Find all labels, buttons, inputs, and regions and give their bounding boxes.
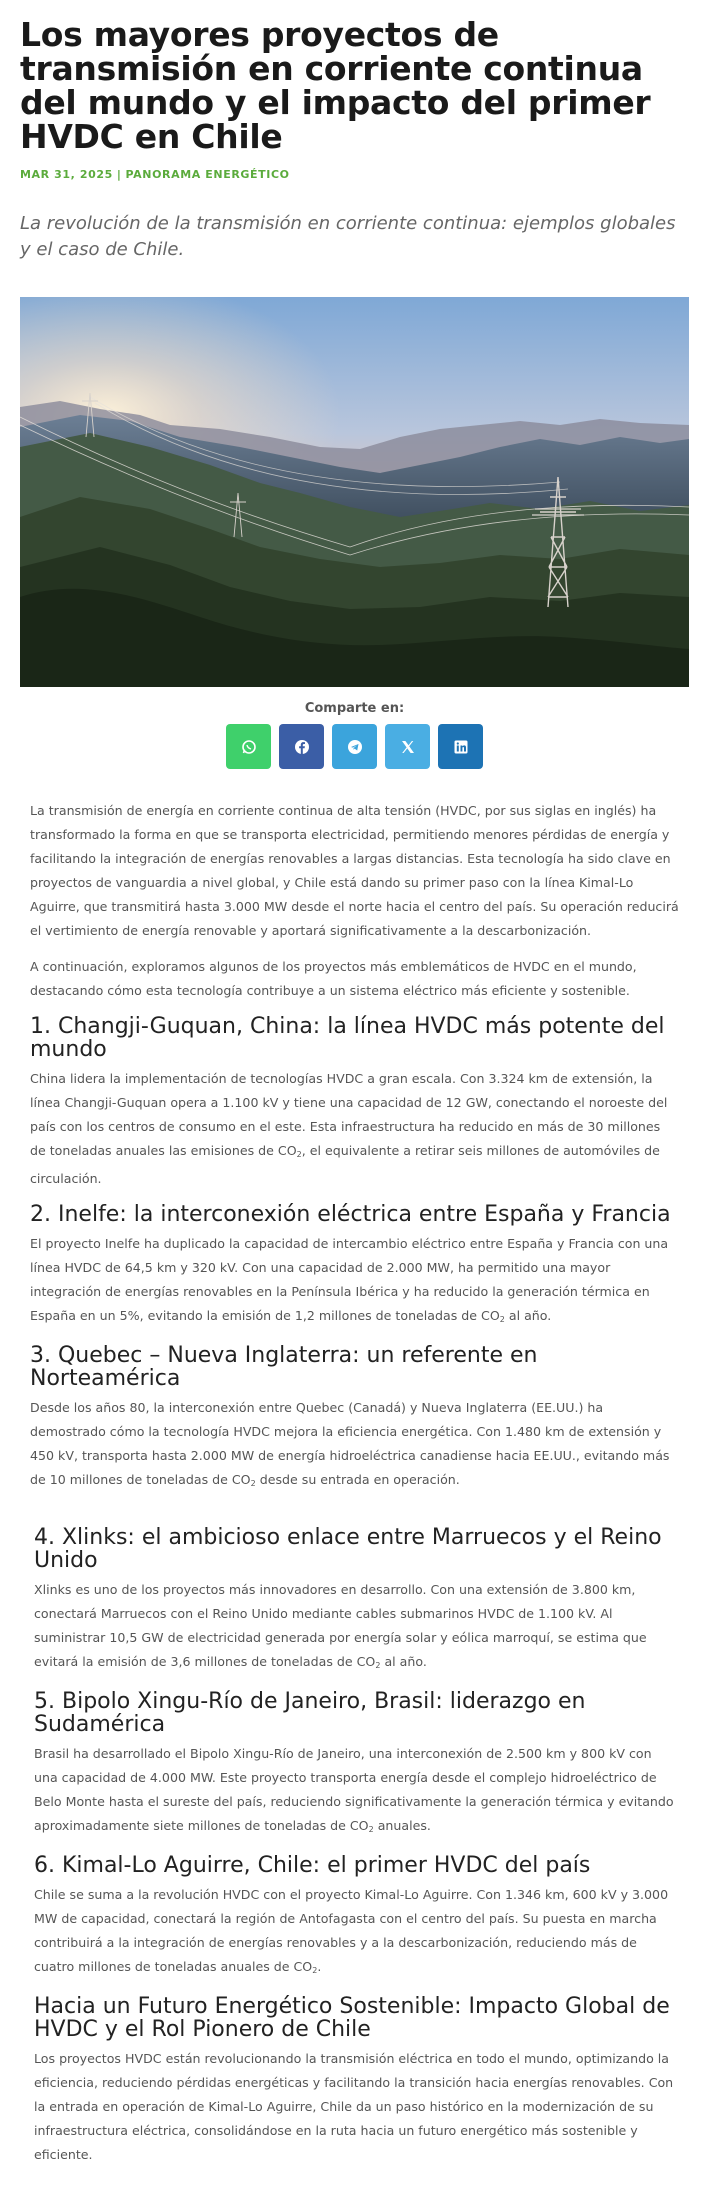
x-icon: [400, 739, 416, 755]
share-facebook-button[interactable]: [279, 724, 324, 769]
section-paragraph-4: Xlinks es uno de los proyectos más innovadores en desarrollo. Con una extensión de 3.800 km, conectará Marruecos con el Reino Unido mediante cables submarinos HVDC de 1.100 kV. Al suministrar 10,5 GW de electricidad generada por energía solar y eólica marroquí, se estima que evitará la emisión de 3,6 millones de toneladas de $CO_2$ al año.: [34, 1582, 647, 1670]
transmission-tower-landscape-image: [20, 297, 689, 687]
section-heading-3: 3. Quebec – Nueva Inglaterra: un referente en Norteamérica: [30, 1343, 538, 1391]
article-subtitle: La revolución de la transmisión en corriente continua: ejemplos globales y el caso de Chile.: [20, 213, 676, 260]
article-title: Los mayores proyectos de transmisión en corriente continua del mundo y el impacto del primer HVDC en Chile: [20, 15, 651, 156]
share-x-button[interactable]: [385, 724, 430, 769]
linkedin-icon: [453, 739, 469, 755]
intro-paragraph-2: A continuación, exploramos algunos de los proyectos más emblemáticos de HVDC en el mundo, destacando cómo esta tecnología contribuye a un sistema eléctrico más eficiente y sostenible.: [30, 959, 637, 998]
share-linkedin-button[interactable]: [438, 724, 483, 769]
section-heading-1: 1. Changji-Guquan, China: la línea HVDC más potente del mundo: [30, 1014, 665, 1062]
share-whatsapp-button[interactable]: [226, 724, 271, 769]
hero-image: [20, 297, 689, 687]
share-section: [20, 701, 689, 769]
section-group-shifted: [30, 1526, 679, 2171]
conclusion-paragraph: Los proyectos HVDC están revolucionando la transmisión eléctrica en todo el mundo, optimizando la eficiencia, reduciendo pérdidas energéticas y facilitando la transición hacia energías renovables. Con la entrada en operación de Kimal-Lo Aguirre, Chile da un paso histórico en la modernización de su infraestructura eléctrica, consolidándose en la ruta hacia un futuro energético más sostenible y eficiente.: [34, 2051, 674, 2162]
section-heading-5: 5. Bipolo Xingu-Río de Janeiro, Brasil: liderazgo en Sudamérica: [34, 1689, 586, 1737]
conclusion-heading: Hacia un Futuro Energético Sostenible: Impacto Global de HVDC y el Rol Pionero de Chile: [34, 1994, 670, 2042]
section-heading-2: 2. Inelfe: la interconexión eléctrica entre España y Francia: [30, 1202, 671, 1227]
facebook-icon: [294, 739, 310, 755]
article-meta: [20, 168, 689, 181]
article-body: [20, 799, 689, 2171]
section-heading-4: 4. Xlinks: el ambicioso enlace entre Marruecos y el Reino Unido: [34, 1525, 662, 1573]
whatsapp-icon: [241, 739, 257, 755]
telegram-icon: [347, 739, 363, 755]
section-paragraph-5: Brasil ha desarrollado el Bipolo Xingu-Río de Janeiro, una interconexión de 2.500 km y 800 kV con una capacidad de 4.000 MW. Este proyecto transporta energía desde el complejo hidroeléctrico de Belo Monte hasta el sureste del país, reduciendo significativamente la generación térmica y evitando aproximadamente siete millones de toneladas de $CO_2$ anuales.: [34, 1746, 674, 1834]
section-heading-6: 6. Kimal-Lo Aguirre, Chile: el primer HVDC del país: [34, 1853, 591, 1878]
share-buttons: [20, 724, 689, 769]
intro-paragraph-1: La transmisión de energía en corriente continua de alta tensión (HVDC, por sus siglas en inglés) ha transformado la forma en que se transporta electricidad, permitiendo menores pérdidas de energía y facilitando la integración de energías renovables a largas distancias. Esta tecnología ha sido clave en proyectos de vanguardia a nivel global, y Chile está dando su primer paso con la línea Kimal-Lo Aguirre, que transmitirá hasta 3.000 MW desde el norte hacia el centro del país. Su operación reducirá el vertimiento de energía renovable y aportará significativamente a la descarbonización.: [30, 803, 679, 938]
section-paragraph-6: Chile se suma a la revolución HVDC con el proyecto Kimal-Lo Aguirre. Con 1.346 km, 600 kV y 3.000 MW de capacidad, conectará la región de Antofagasta con el centro del país. Su puesta en marcha contribuirá a la integración de energías renovables y a la descarbonización, reduciendo más de cuatro millones de toneladas anuales de $CO_2$.: [34, 1887, 669, 1975]
share-telegram-button[interactable]: [332, 724, 377, 769]
meta-separator: |: [116, 168, 122, 181]
article-category-link[interactable]: PANORAMA ENERGÉTICO: [125, 168, 290, 181]
section-paragraph-1: China lidera la implementación de tecnologías HVDC a gran escala. Con 3.324 km de extensión, la línea Changji-Guquan opera a 1.100 kV y tiene una capacidad de 12 GW, conectando el noroeste del país con los centros de consumo en el este. Esta infraestructura ha reducido en más de 30 millones de toneladas anuales las emisiones de $CO_2$, el equivalente a retirar seis millones de automóviles de circulación.: [30, 1071, 668, 1186]
share-label: Comparte en:: [304, 701, 405, 716]
section-paragraph-2: El proyecto Inelfe ha duplicado la capacidad de intercambio eléctrico entre España y Francia con una línea HVDC de 64,5 km y 320 kV. Con una capacidad de 2.000 MW, ha permitido una mayor integración de energías renovables en la Península Ibérica y ha reducido la generación térmica en España en un 5%, evitando la emisión de 1,2 millones de toneladas de $CO_2$ al año.: [30, 1236, 669, 1324]
section-paragraph-3: Desde los años 80, la interconexión entre Quebec (Canadá) y Nueva Inglaterra (EE.UU.) ha demostrado cómo la tecnología HVDC mejora la eficiencia energética. Con 1.480 km de extensión y 450 kV, transporta hasta 2.000 MW de energía hidroeléctrica canadiense hacia EE.UU., evitando más de 10 millones de toneladas de $CO_2$ desde su entrada en operación.: [30, 1400, 670, 1488]
article-date: MAR 31, 2025: [20, 168, 113, 181]
